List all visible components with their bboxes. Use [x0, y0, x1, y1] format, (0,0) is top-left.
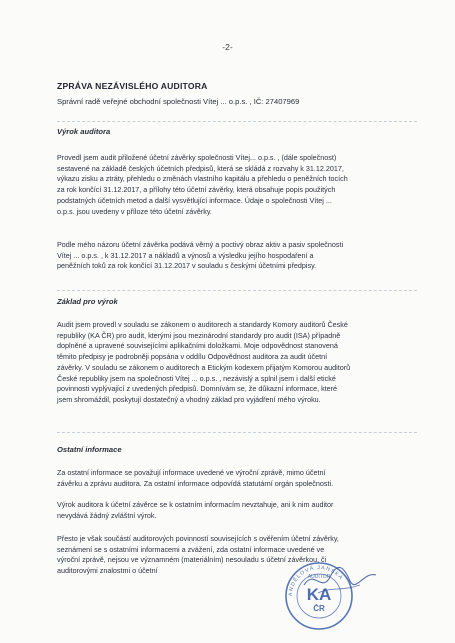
text-line: závěrky. V souladu se zákonem o auditorech a Etickým kodexem přijatým Komorou auditorů [57, 362, 351, 372]
text-line: seznámení se s ostatními informacemi a zvážení, zda ostatní informace uvedené ve [57, 544, 325, 554]
section-title-opinion: Výrok auditora [57, 127, 111, 136]
text-line: sestavené na základě českých účetních předpisů, která se skládá z rozvahy k 31.12.2017, [57, 163, 344, 173]
text-line: podstatných účetních metod a další vysvětlující informace. Údaje o společnosti Vítej ... [57, 195, 332, 205]
addressee-line: Správní radě veřejné obchodní společnosti Vítej ... o.p.s. , IČ: 27407969 [57, 97, 300, 106]
text-line: Audit jsem provedl v souladu se zákonem o auditorech a standardy Komory auditorů České [57, 320, 348, 329]
text-line: výroční zprávě, nejsou ve významném (materiálním) nesouladu s účetní závěrkou, či [57, 555, 327, 565]
text-line: povinnosti vyplývající z uvedených předpisů. Domnívám se, že důkazní informace, které [57, 384, 338, 394]
section-title-basis: Základ pro výrok [57, 297, 118, 306]
text-line: doplněné a upravené souvisejícími aplikačními doložkami. Moje odpovědnost stanovená [57, 341, 338, 351]
text-line: auditorovými znalostmi o účetní [57, 566, 158, 576]
section-title-other-info: Ostatní informace [57, 445, 122, 454]
text-line: Výrok auditora k účetní závěrce se k ostatním informacím nevztahuje, ani k nim auditor [57, 500, 334, 509]
text-line: Provedl jsem audit přiložené účetní závěrky společnosti Vítej... o.p.s. , (dále společnost) [57, 153, 337, 162]
section-divider [57, 290, 417, 291]
section-divider [57, 432, 417, 433]
text-line: Vítej ... o.p.s. , k 31.12.2017 a nákladů a výnosů a výsledku jejího hospodaření a [57, 250, 314, 260]
text-line: o.p.s. jsou uvedeny v příloze této účetní závěrky. [57, 206, 212, 216]
report-heading: ZPRÁVA NEZÁVISLÉHO AUDITORA [57, 81, 208, 91]
stamp-top-text: AUDITOR [307, 574, 331, 580]
text-line: Podle mého názoru účetní závěrka podává věrný a poctivý obraz aktiv a pasiv společnosti [57, 240, 344, 249]
paragraph-opinion-2 [57, 240, 417, 272]
auditor-signature [300, 563, 380, 603]
text-line: závěrku a zprávu auditora. Za ostatní informace odpovídá statutární orgán společnosti. [57, 478, 334, 488]
text-line: Za ostatní informace se považují informace uvedené ve výroční zprávě, mimo účetní [57, 468, 326, 477]
text-line: Přesto je však součástí auditorových povinností souvisejících s ověřením účetní závěrky, [57, 534, 339, 543]
paragraph-basis-1 [57, 320, 417, 406]
paragraph-opinion-1 [57, 153, 417, 217]
stamp-sub-text: ČR [313, 604, 325, 613]
paragraph-other-1 [57, 468, 417, 489]
page-number: -2- [222, 42, 233, 52]
text-line: peněžních toků za rok končící 31.12.2017 v souladu s českými účetními předpisy. [57, 261, 317, 271]
text-line: České republiky jsem na společnosti Vítej ... o.p.s. , nezávislý a splnil jsem i další etické [57, 373, 336, 383]
text-line: těmito předpisy je podrobněji popsána v oddílu Odpovědnost auditora za audit účetní [57, 352, 328, 362]
text-line: za rok končící 31.12.2017, a přílohy této účetní závěrky, která obsahuje popis použitých [57, 185, 336, 195]
text-line: jsem shromáždil, poskytují dostatečný a vhodný základ pro vyjádření mého výroku. [57, 394, 321, 404]
text-line: republiky (KA ČR) pro audit, kterými jsou mezinárodní standardy pro audit (ISA) případně [57, 330, 341, 340]
stamp-main-text: KA [306, 585, 332, 604]
paragraph-other-2 [57, 500, 417, 521]
section-divider [57, 121, 417, 122]
stamp-ring-text: ANDĚLOVÁ JANSKÁ [287, 564, 345, 597]
text-line: výkazu zisku a ztráty, přehledu o změnách vlastního kapitálu a přehledu o peněžních tocích [57, 174, 348, 184]
text-line: nevydává žádný zvláštní výrok. [57, 510, 157, 520]
